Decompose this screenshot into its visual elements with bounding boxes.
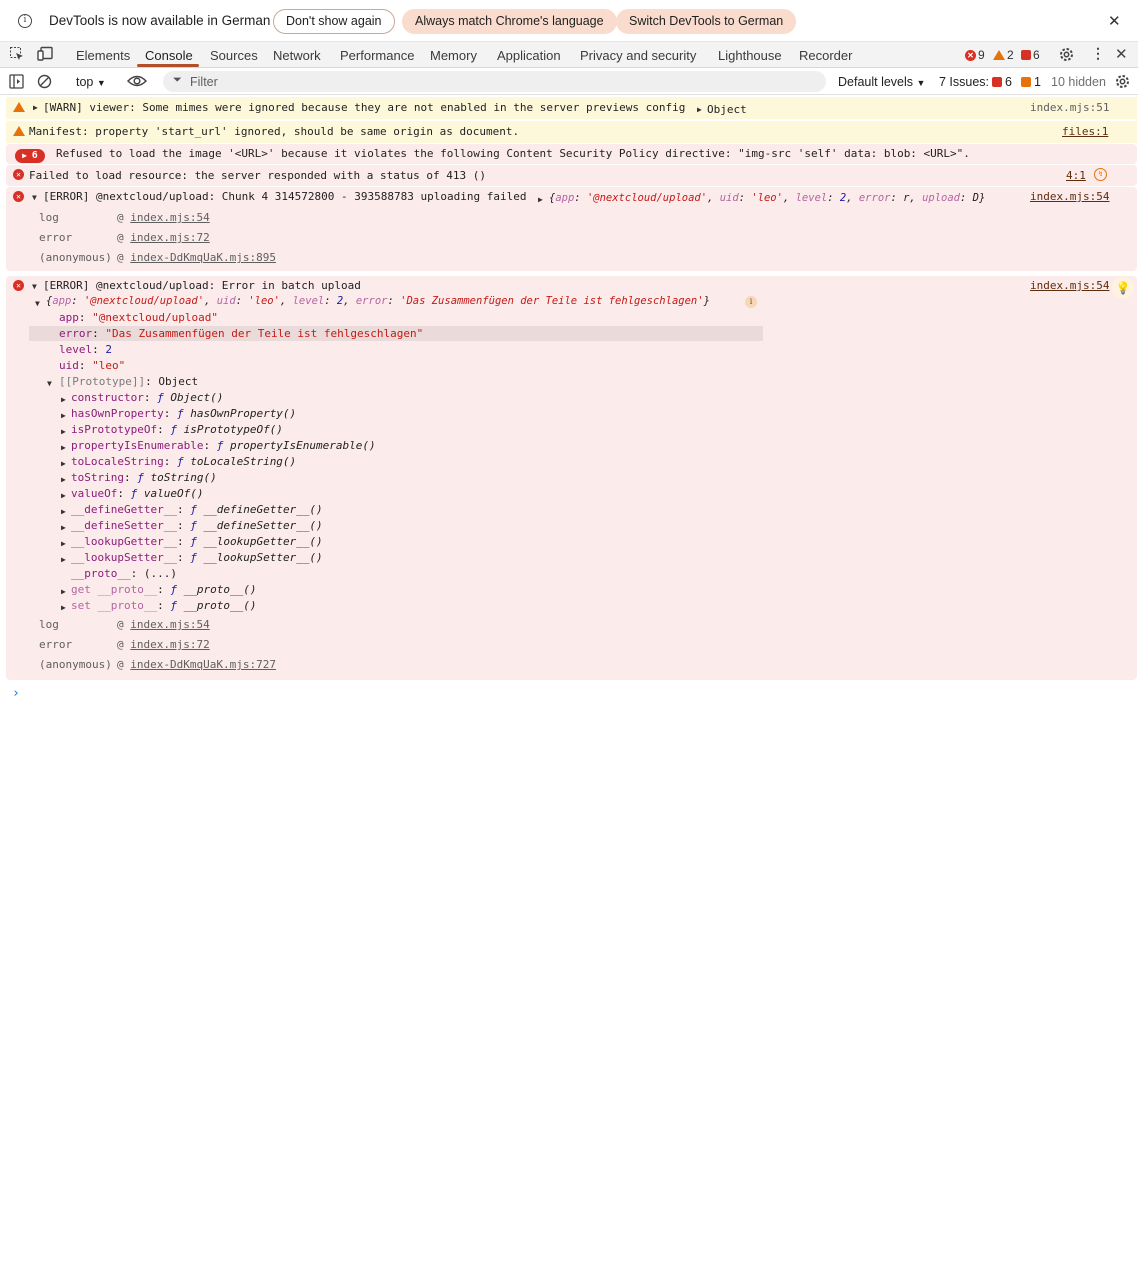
source-link[interactable]: index.mjs:54 <box>1030 279 1110 292</box>
warning-icon <box>13 126 25 136</box>
expand-member-icon[interactable]: ▶ <box>61 587 66 596</box>
prototype-member[interactable]: isPrototypeOf: ƒ isPrototypeOf() <box>71 423 283 436</box>
tab-network[interactable]: Network <box>273 48 321 63</box>
expand-triangle-icon[interactable]: ▶ <box>33 103 38 112</box>
dont-show-again-button[interactable]: Don't show again <box>273 9 395 34</box>
language-infobar <box>0 0 1138 42</box>
filter-funnel-icon: ⏷ <box>173 74 182 86</box>
inspect-element-icon[interactable] <box>9 46 25 62</box>
stack-frame: log <box>39 618 59 631</box>
object-preview[interactable]: Object <box>707 103 747 116</box>
live-expression-eye-icon[interactable] <box>127 74 147 88</box>
prototype-member[interactable]: hasOwnProperty: ƒ hasOwnProperty() <box>71 407 297 420</box>
console-message-error: ✕ ▼ [ERROR] @nextcloud/upload: Chunk 4 314572800 - 393588783 uploading failed ▶ {app: '@nextcloud/upload', uid: 'leo', level: 2, error: r, upload: D} index.mjs:54 log @ index.mjs:54 error @ index.mjs:72 (anonymous) @ index-DdKmqUaK.mjs:895 <box>6 187 1137 271</box>
object-info-icon[interactable]: i <box>745 296 757 308</box>
tab-lighthouse[interactable]: Lighthouse <box>718 48 782 63</box>
console-toolbar <box>0 69 1138 95</box>
warning-icon <box>13 102 25 112</box>
network-request-icon[interactable]: ↯ <box>1094 168 1107 181</box>
source-link[interactable]: index.mjs:54 <box>1030 190 1110 203</box>
always-match-language-button[interactable]: Always match Chrome's language <box>402 9 617 34</box>
console-message-csp-error: ▶ 6 Refused to load the image '<URL>' because it violates the following Content Security Policy directive: "img-src 'self' data: blob: <URL>". <box>6 144 1137 164</box>
source-link[interactable]: 4:1 <box>1066 169 1086 182</box>
expand-member-icon[interactable]: ▶ <box>61 395 66 404</box>
console-message-error: ✕ ▼ [ERROR] @nextcloud/upload: Error in batch upload index.mjs:54 💡 ▼ {app: '@nextcloud/upload', uid: 'leo', level: 2, error: 'Das Zusammenfügen der Teile ist fehlgeschlagen'} i app: "@nextcloud/upload" error: "Das Zusammenfügen der Teile ist fehlgeschlagen" level: 2 uid: "leo" ▼ [[Prototype]]: Object ▶ constructor: ƒ Object() ▶ hasOwnProperty: ƒ hasOwnProperty() ▶ isPrototypeOf: ƒ isPrototypeOf() ▶ propertyIsEnumerable: ƒ propertyIsEnumerable() ▶ toLocaleString: ƒ toLocaleString() ▶ toString: ƒ toString() ▶ valueOf: ƒ valueOf() ▶ __defineGetter__: ƒ __defineGetter__() ▶ __defineSetter__: ƒ __defineSetter__() ▶ __lookupGetter__: ƒ __lookupGetter__() ▶ __lookupSetter__: ƒ __lookupSetter__() __proto__: (...) ▶ get __proto__: ƒ __proto__() ▶ set __proto__: ƒ __proto__() log @ index.mjs:54 error @ index.mjs:72 (anonymous) @ index-DdKmqUaK.mjs:727 <box>6 276 1137 680</box>
console-message-warning: ▶ [WARN] viewer: Some mimes were ignored because they are not enabled in the server previews config ▶ Object index.mjs:51 <box>6 97 1137 119</box>
stack-frame: (anonymous) <box>39 251 112 264</box>
prototype-member[interactable]: valueOf: ƒ valueOf() <box>71 487 204 500</box>
prototype-member[interactable]: __lookupSetter__: ƒ __lookupSetter__() <box>71 551 323 564</box>
prototype-member[interactable]: propertyIsEnumerable: ƒ propertyIsEnumerable() <box>71 439 376 452</box>
expand-member-icon[interactable]: ▶ <box>61 443 66 452</box>
ai-insights-bulb-icon[interactable]: 💡 <box>1112 277 1134 299</box>
tab-sources[interactable]: Sources <box>210 48 258 63</box>
tab-console[interactable]: Console <box>145 48 193 63</box>
prototype-member[interactable]: __defineSetter__: ƒ __defineSetter__() <box>71 519 323 532</box>
stack-frame: error <box>39 231 73 244</box>
warning-icon <box>993 50 1005 60</box>
expand-member-icon[interactable]: ▶ <box>61 555 66 564</box>
log-levels-dropdown[interactable]: Default levels ▼ <box>838 75 926 89</box>
tab-performance[interactable]: Performance <box>340 48 415 63</box>
prototype-member[interactable]: constructor: ƒ Object() <box>71 391 224 404</box>
clear-console-icon[interactable] <box>37 74 52 89</box>
info-icon: i <box>18 14 32 28</box>
sidebar-toggle-icon[interactable] <box>9 74 24 89</box>
console-settings-gear-icon[interactable] <box>1114 73 1131 90</box>
object-property: app: "@nextcloud/upload" <box>59 311 218 324</box>
stack-frame-link[interactable]: index.mjs:54 <box>130 618 210 631</box>
stack-frame-link[interactable]: index-DdKmqUaK.mjs:895 <box>130 251 276 264</box>
issue-icon <box>1021 50 1031 60</box>
prototype-member[interactable]: get __proto__: ƒ __proto__() <box>71 583 257 596</box>
collapse-triangle-icon[interactable]: ▼ <box>32 193 37 202</box>
tab-recorder[interactable]: Recorder <box>799 48 853 63</box>
expand-member-icon[interactable]: ▶ <box>61 539 66 548</box>
tab-memory[interactable]: Memory <box>430 48 477 63</box>
stack-frame-link[interactable]: index.mjs:72 <box>130 638 210 651</box>
expand-member-icon[interactable]: ▶ <box>61 507 66 516</box>
switch-language-button[interactable]: Switch DevTools to German <box>616 9 796 34</box>
tab-privacy-and-security[interactable]: Privacy and security <box>580 48 697 63</box>
object-property: level: 2 <box>59 343 112 356</box>
prototype-member[interactable]: __proto__: (...) <box>71 567 177 580</box>
error-icon: ✕ <box>13 191 24 202</box>
close-devtools-icon[interactable]: ✕ <box>1115 46 1128 63</box>
object-property: uid: "leo" <box>59 359 126 372</box>
object-property: error: "Das Zusammenfügen der Teile ist fehlgeschlagen" <box>59 327 424 340</box>
close-infobar-icon[interactable]: ✕ <box>1108 13 1121 30</box>
context-selector[interactable]: top ▼ <box>76 75 106 89</box>
console-prompt[interactable]: › <box>12 686 20 701</box>
stack-frame: log <box>39 211 59 224</box>
infobar-message: DevTools is now available in German <box>49 13 271 28</box>
issues-warning-icon <box>1021 77 1031 87</box>
error-icon: ✕ <box>13 169 24 180</box>
expand-member-icon[interactable]: ▶ <box>61 491 66 500</box>
expand-object-icon[interactable]: ▶ <box>538 195 543 204</box>
filter-input[interactable] <box>190 71 810 92</box>
device-toolbar-icon[interactable] <box>37 46 54 62</box>
warning-count[interactable]: 2 <box>993 48 1014 62</box>
stack-frame: (anonymous) <box>39 658 112 671</box>
collapse-triangle-icon[interactable]: ▼ <box>32 282 37 291</box>
prototype-property[interactable]: [[Prototype]]: Object <box>59 375 199 388</box>
error-icon: ✕ <box>13 280 24 291</box>
issue-count[interactable]: 6 <box>1021 48 1040 62</box>
active-tab-indicator <box>137 64 199 67</box>
error-icon: ✕ <box>965 50 976 61</box>
stack-frame-link[interactable]: index.mjs:72 <box>130 231 210 244</box>
object-preview[interactable]: {app: '@nextcloud/upload', uid: 'leo', level: 2, error: r, upload: D} <box>549 192 986 204</box>
repeat-count-badge[interactable]: ▶ 6 <box>15 149 45 163</box>
prototype-member[interactable]: toString: ƒ toString() <box>71 471 217 484</box>
source-link[interactable]: files:1 <box>1062 125 1109 138</box>
issues-error-icon <box>992 77 1002 87</box>
console-message-error: ✕ Failed to load resource: the server responded with a status of 413 () 4:1 ↯ <box>6 165 1137 186</box>
expand-member-icon[interactable]: ▶ <box>61 523 66 532</box>
source-link[interactable]: index.mjs:51 <box>1030 101 1110 114</box>
stack-frame: error <box>39 638 73 651</box>
prototype-member[interactable]: toLocaleString: ƒ toLocaleString() <box>71 455 297 468</box>
tab-application[interactable]: Application <box>497 48 561 63</box>
console-message-warning: Manifest: property 'start_url' ignored, should be same origin as document. files:1 <box>6 121 1137 143</box>
expand-member-icon[interactable]: ▶ <box>61 427 66 436</box>
expand-object-icon[interactable]: ▶ <box>697 105 702 114</box>
expand-member-icon[interactable]: ▶ <box>61 603 66 612</box>
prototype-member[interactable]: set __proto__: ƒ __proto__() <box>71 599 257 612</box>
devtools-tabbar <box>0 42 1138 68</box>
expand-member-icon[interactable]: ▶ <box>61 411 66 420</box>
error-count[interactable]: ✕ 9 <box>965 48 985 62</box>
more-options-icon[interactable]: ⋮ <box>1091 45 1105 61</box>
collapse-object-icon[interactable]: ▼ <box>35 299 40 308</box>
stack-frame-link[interactable]: index.mjs:54 <box>130 211 210 224</box>
stack-frame-link[interactable]: index-DdKmqUaK.mjs:727 <box>130 658 276 671</box>
expand-member-icon[interactable]: ▶ <box>61 459 66 468</box>
issues-button[interactable]: 7 Issues: 6 1 <box>939 75 1041 89</box>
hidden-count: 10 hidden <box>1051 75 1106 89</box>
collapse-prototype-icon[interactable]: ▼ <box>47 379 52 388</box>
prototype-member[interactable]: __defineGetter__: ƒ __defineGetter__() <box>71 503 323 516</box>
tab-elements[interactable]: Elements <box>76 48 131 63</box>
expand-member-icon[interactable]: ▶ <box>61 475 66 484</box>
settings-gear-icon[interactable] <box>1058 46 1075 63</box>
prototype-member[interactable]: __lookupGetter__: ƒ __lookupGetter__() <box>71 535 323 548</box>
object-preview[interactable]: {app: '@nextcloud/upload', uid: 'leo', level: 2, error: 'Das Zusammenfügen der Teile ist fehlgeschlagen'} <box>46 295 710 307</box>
